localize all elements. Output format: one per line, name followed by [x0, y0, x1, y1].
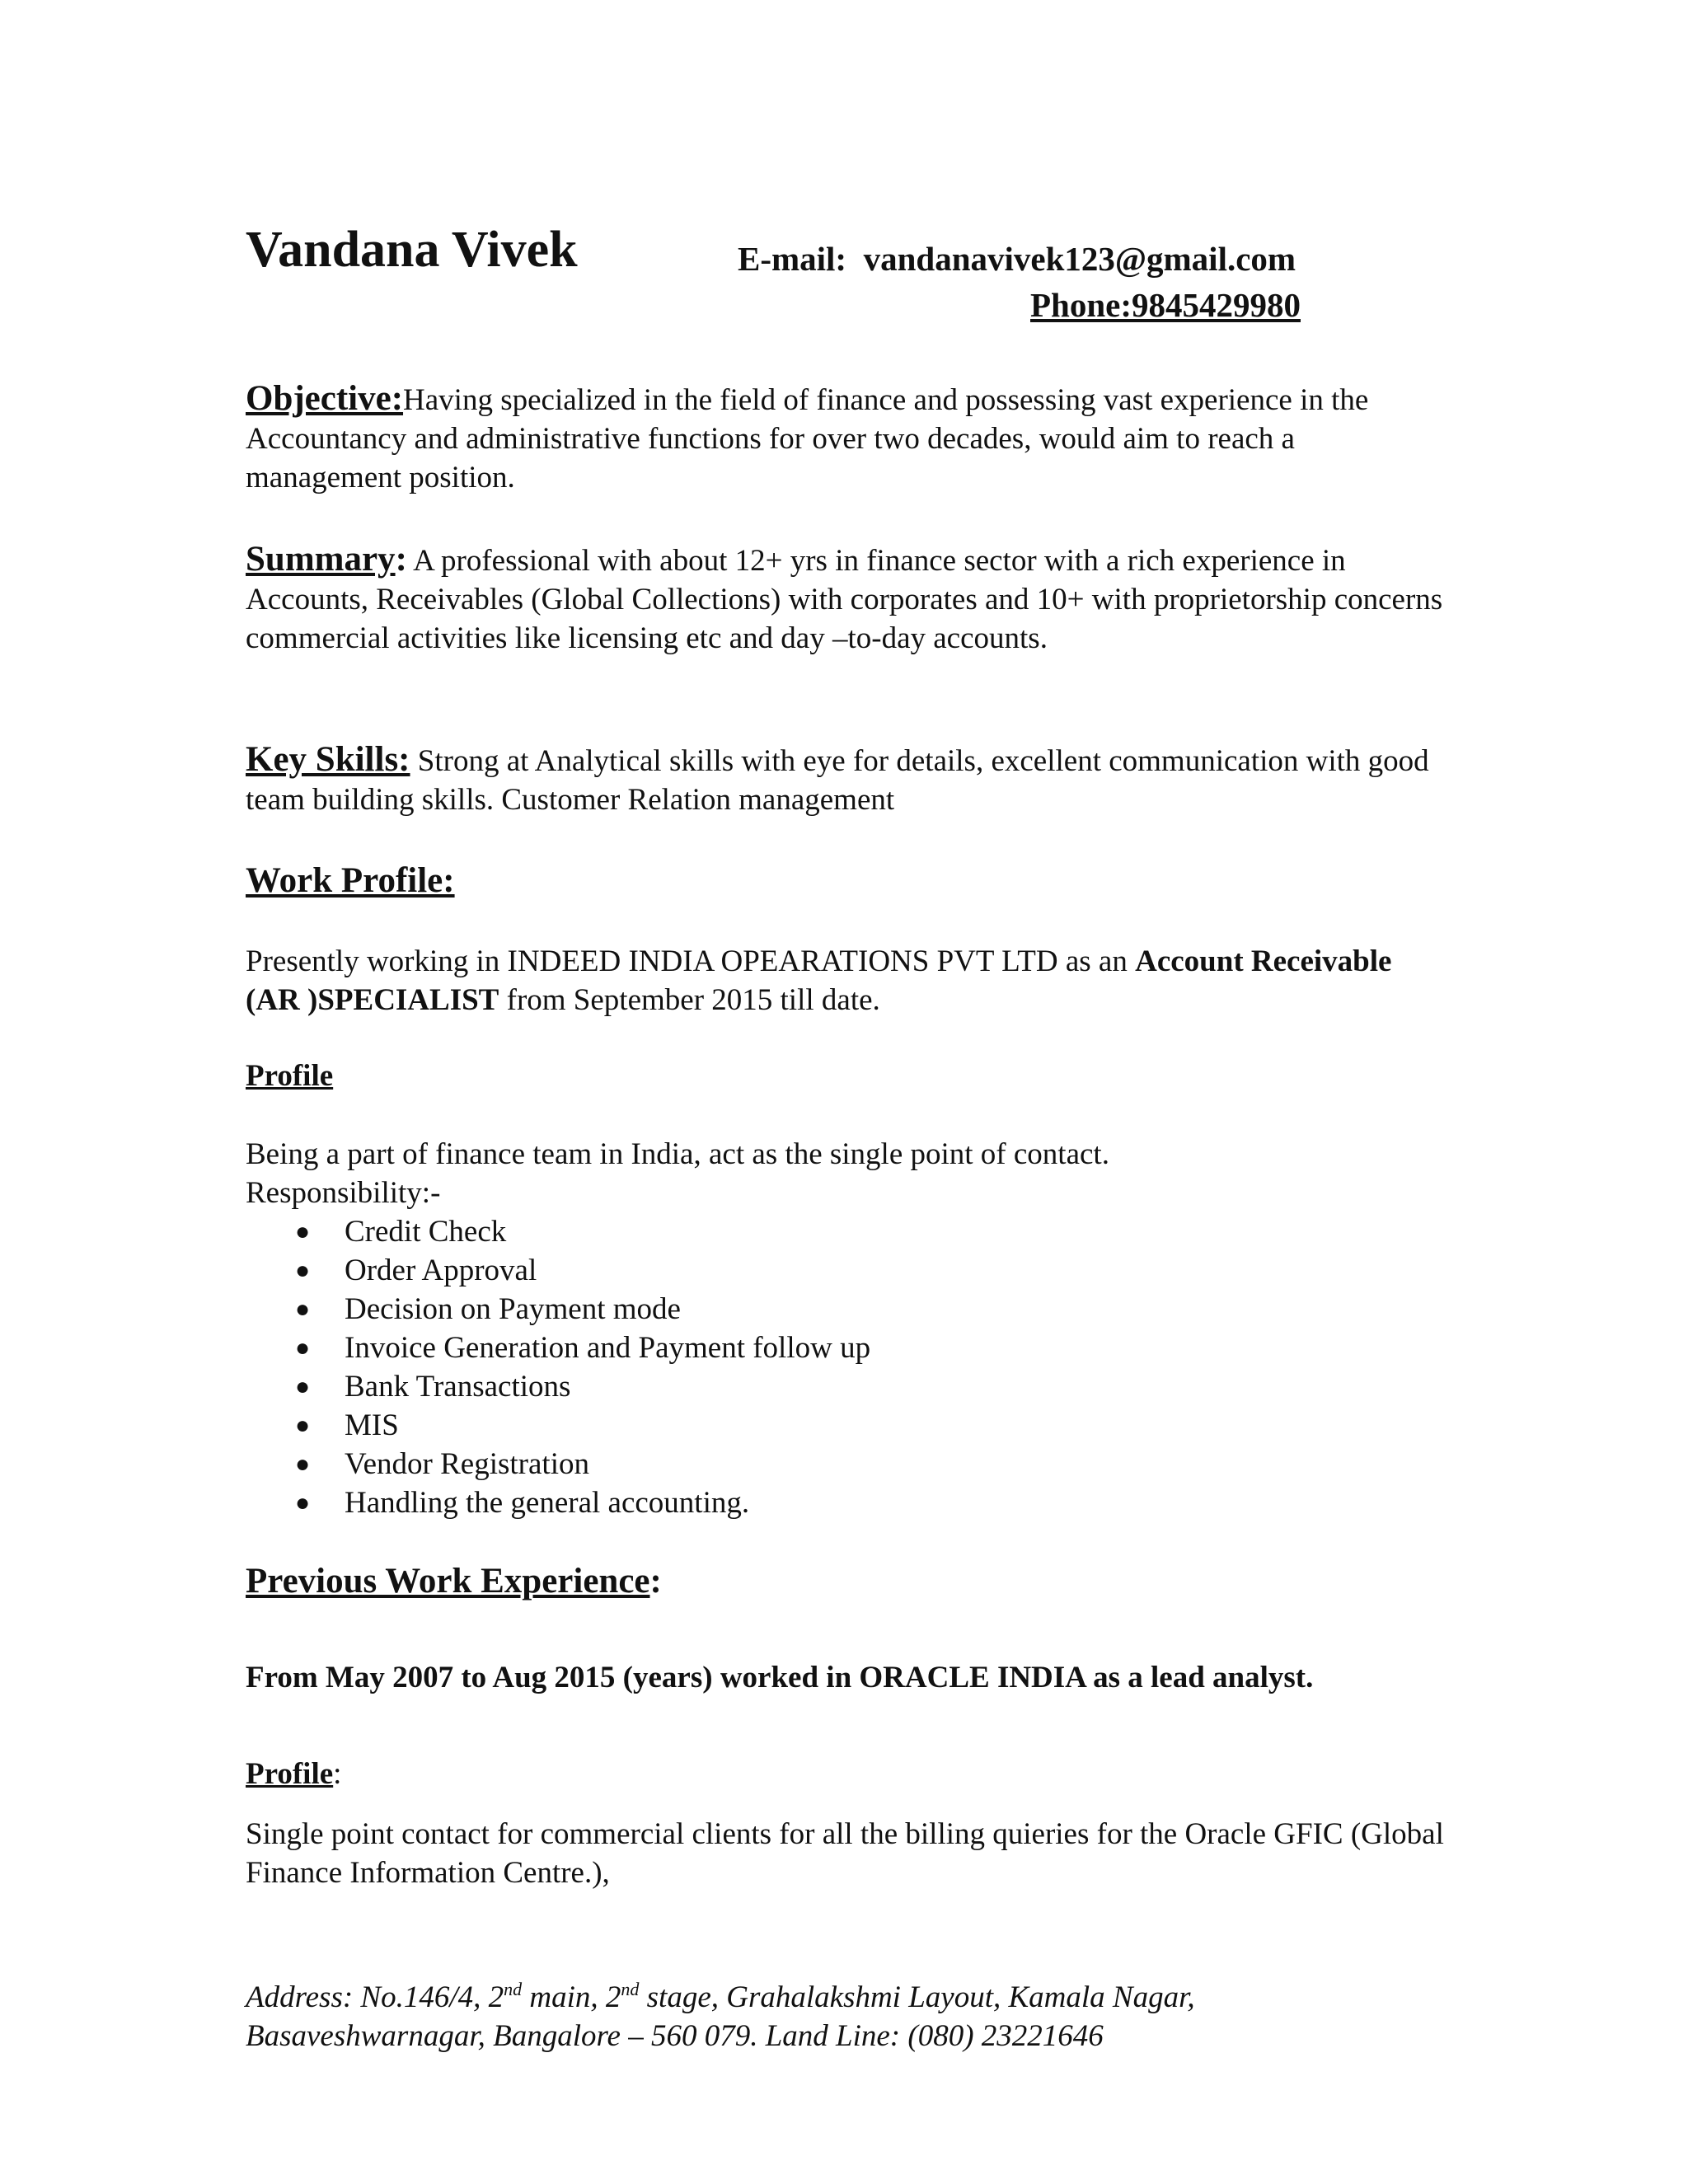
bullet-icon: ● [295, 1489, 311, 1516]
list-item [246, 1483, 870, 1522]
list-item [246, 1212, 870, 1251]
bullet-icon: ● [295, 1334, 311, 1361]
summary-section [246, 540, 1449, 658]
phone-number[interactable]: Phone:9845429980 [1030, 286, 1301, 324]
objective-label: Objective: [246, 379, 404, 418]
key-skills-text: Strong at Analytical skills with eye for details, excellent communication with good team building skills. Customer Relation management [246, 744, 1429, 817]
work-profile-heading [246, 860, 455, 901]
bullet-icon: ● [295, 1257, 311, 1284]
responsibility-label: Responsibility:- [246, 1176, 441, 1210]
list-item [246, 1329, 870, 1367]
list-item-text: Invoice Generation and Payment follow up [345, 1331, 871, 1365]
list-item-text: Vendor Registration [345, 1447, 589, 1481]
previous-employment-line: From May 2007 to Aug 2015 (years) worked in ORACLE INDIA as a lead analyst. [246, 1661, 1314, 1694]
profile-subheading: Profile [246, 1059, 334, 1093]
list-item-text: Bank Transactions [345, 1370, 571, 1404]
list-item [246, 1406, 870, 1445]
previous-experience-heading [246, 1561, 662, 1601]
key-skills-section [246, 740, 1449, 819]
work-profile-heading-text: Work Profile: [246, 861, 455, 900]
list-item-text: Decision on Payment mode [345, 1292, 681, 1326]
previous-profile-label-text: Profile [246, 1757, 334, 1791]
list-item-text: Order Approval [345, 1254, 537, 1287]
summary-text: A professional with about 12+ yrs in finance sector with a rich experience in Accounts, Receivables (Global Collections) with corporates and 10+ with proprietorship concerns commercial activities like licensing etc and day –to-day accounts. [246, 544, 1443, 655]
bullet-icon: ● [295, 1412, 311, 1439]
address-part: main, 2 [522, 1980, 621, 2014]
summary-colon: : [395, 540, 407, 579]
candidate-name: Vandana Vivek [246, 222, 578, 278]
list-item-text: MIS [345, 1408, 399, 1442]
key-skills-label: Key Skills: [246, 740, 410, 779]
address-part: stage, Grahalakshmi Layout, Kamala Nagar, [639, 1980, 1195, 2014]
bullet-icon: ● [295, 1218, 311, 1245]
email-label: E-mail: [738, 240, 847, 278]
objective-text: Having specialized in the field of finance and possessing vast experience in the Accountancy and administrative functions for over two decades, would aim to reach a management position. [246, 383, 1369, 494]
email-line [738, 239, 1296, 279]
previous-experience-heading-text: Previous Work Experience [246, 1562, 650, 1601]
address-part: Address: No.146/4, 2 [246, 1980, 504, 2014]
list-item [246, 1367, 870, 1406]
current-role [246, 942, 1449, 1019]
profile-description [246, 1135, 1449, 1212]
address-line-1 [246, 1978, 1449, 2017]
summary-label: Summary [246, 540, 396, 579]
ordinal-suffix: nd [504, 1979, 523, 1999]
current-role-intro: Presently working in INDEED INDIA OPEARATIONS PVT LTD as an [246, 944, 1136, 978]
list-item-text: Credit Check [345, 1215, 507, 1249]
previous-profile-text: Single point contact for commercial clients for all the billing quieries for the Oracle GFIC (Global Finance Information Centre.), [246, 1817, 1444, 1890]
list-item-text: Handling the general accounting. [345, 1486, 750, 1520]
current-role-title: Account Receivable (AR )SPECIALIST [246, 944, 1392, 1017]
previous-experience-colon: : [649, 1562, 662, 1601]
address-block [246, 1978, 1449, 2055]
list-item [246, 1290, 870, 1329]
responsibility-list [246, 1212, 870, 1522]
profile-text: Being a part of finance team in India, act as the single point of contact. [246, 1137, 1109, 1171]
list-item [246, 1445, 870, 1483]
bullet-icon: ● [295, 1451, 311, 1478]
objective-section [246, 379, 1449, 497]
previous-profile-colon: : [333, 1757, 342, 1791]
list-item [246, 1251, 870, 1290]
ordinal-suffix: nd [621, 1979, 640, 1999]
bullet-icon: ● [295, 1296, 311, 1323]
current-role-dates: from September 2015 till date. [499, 983, 880, 1017]
previous-profile-label [246, 1755, 1449, 1793]
bullet-icon: ● [295, 1373, 311, 1400]
address-line-2: Basaveshwarnagar, Bangalore – 560 079. Land Line: (080) 23221646 [246, 2019, 1104, 2053]
email-address[interactable]: vandanavivek123@gmail.com [863, 240, 1296, 278]
